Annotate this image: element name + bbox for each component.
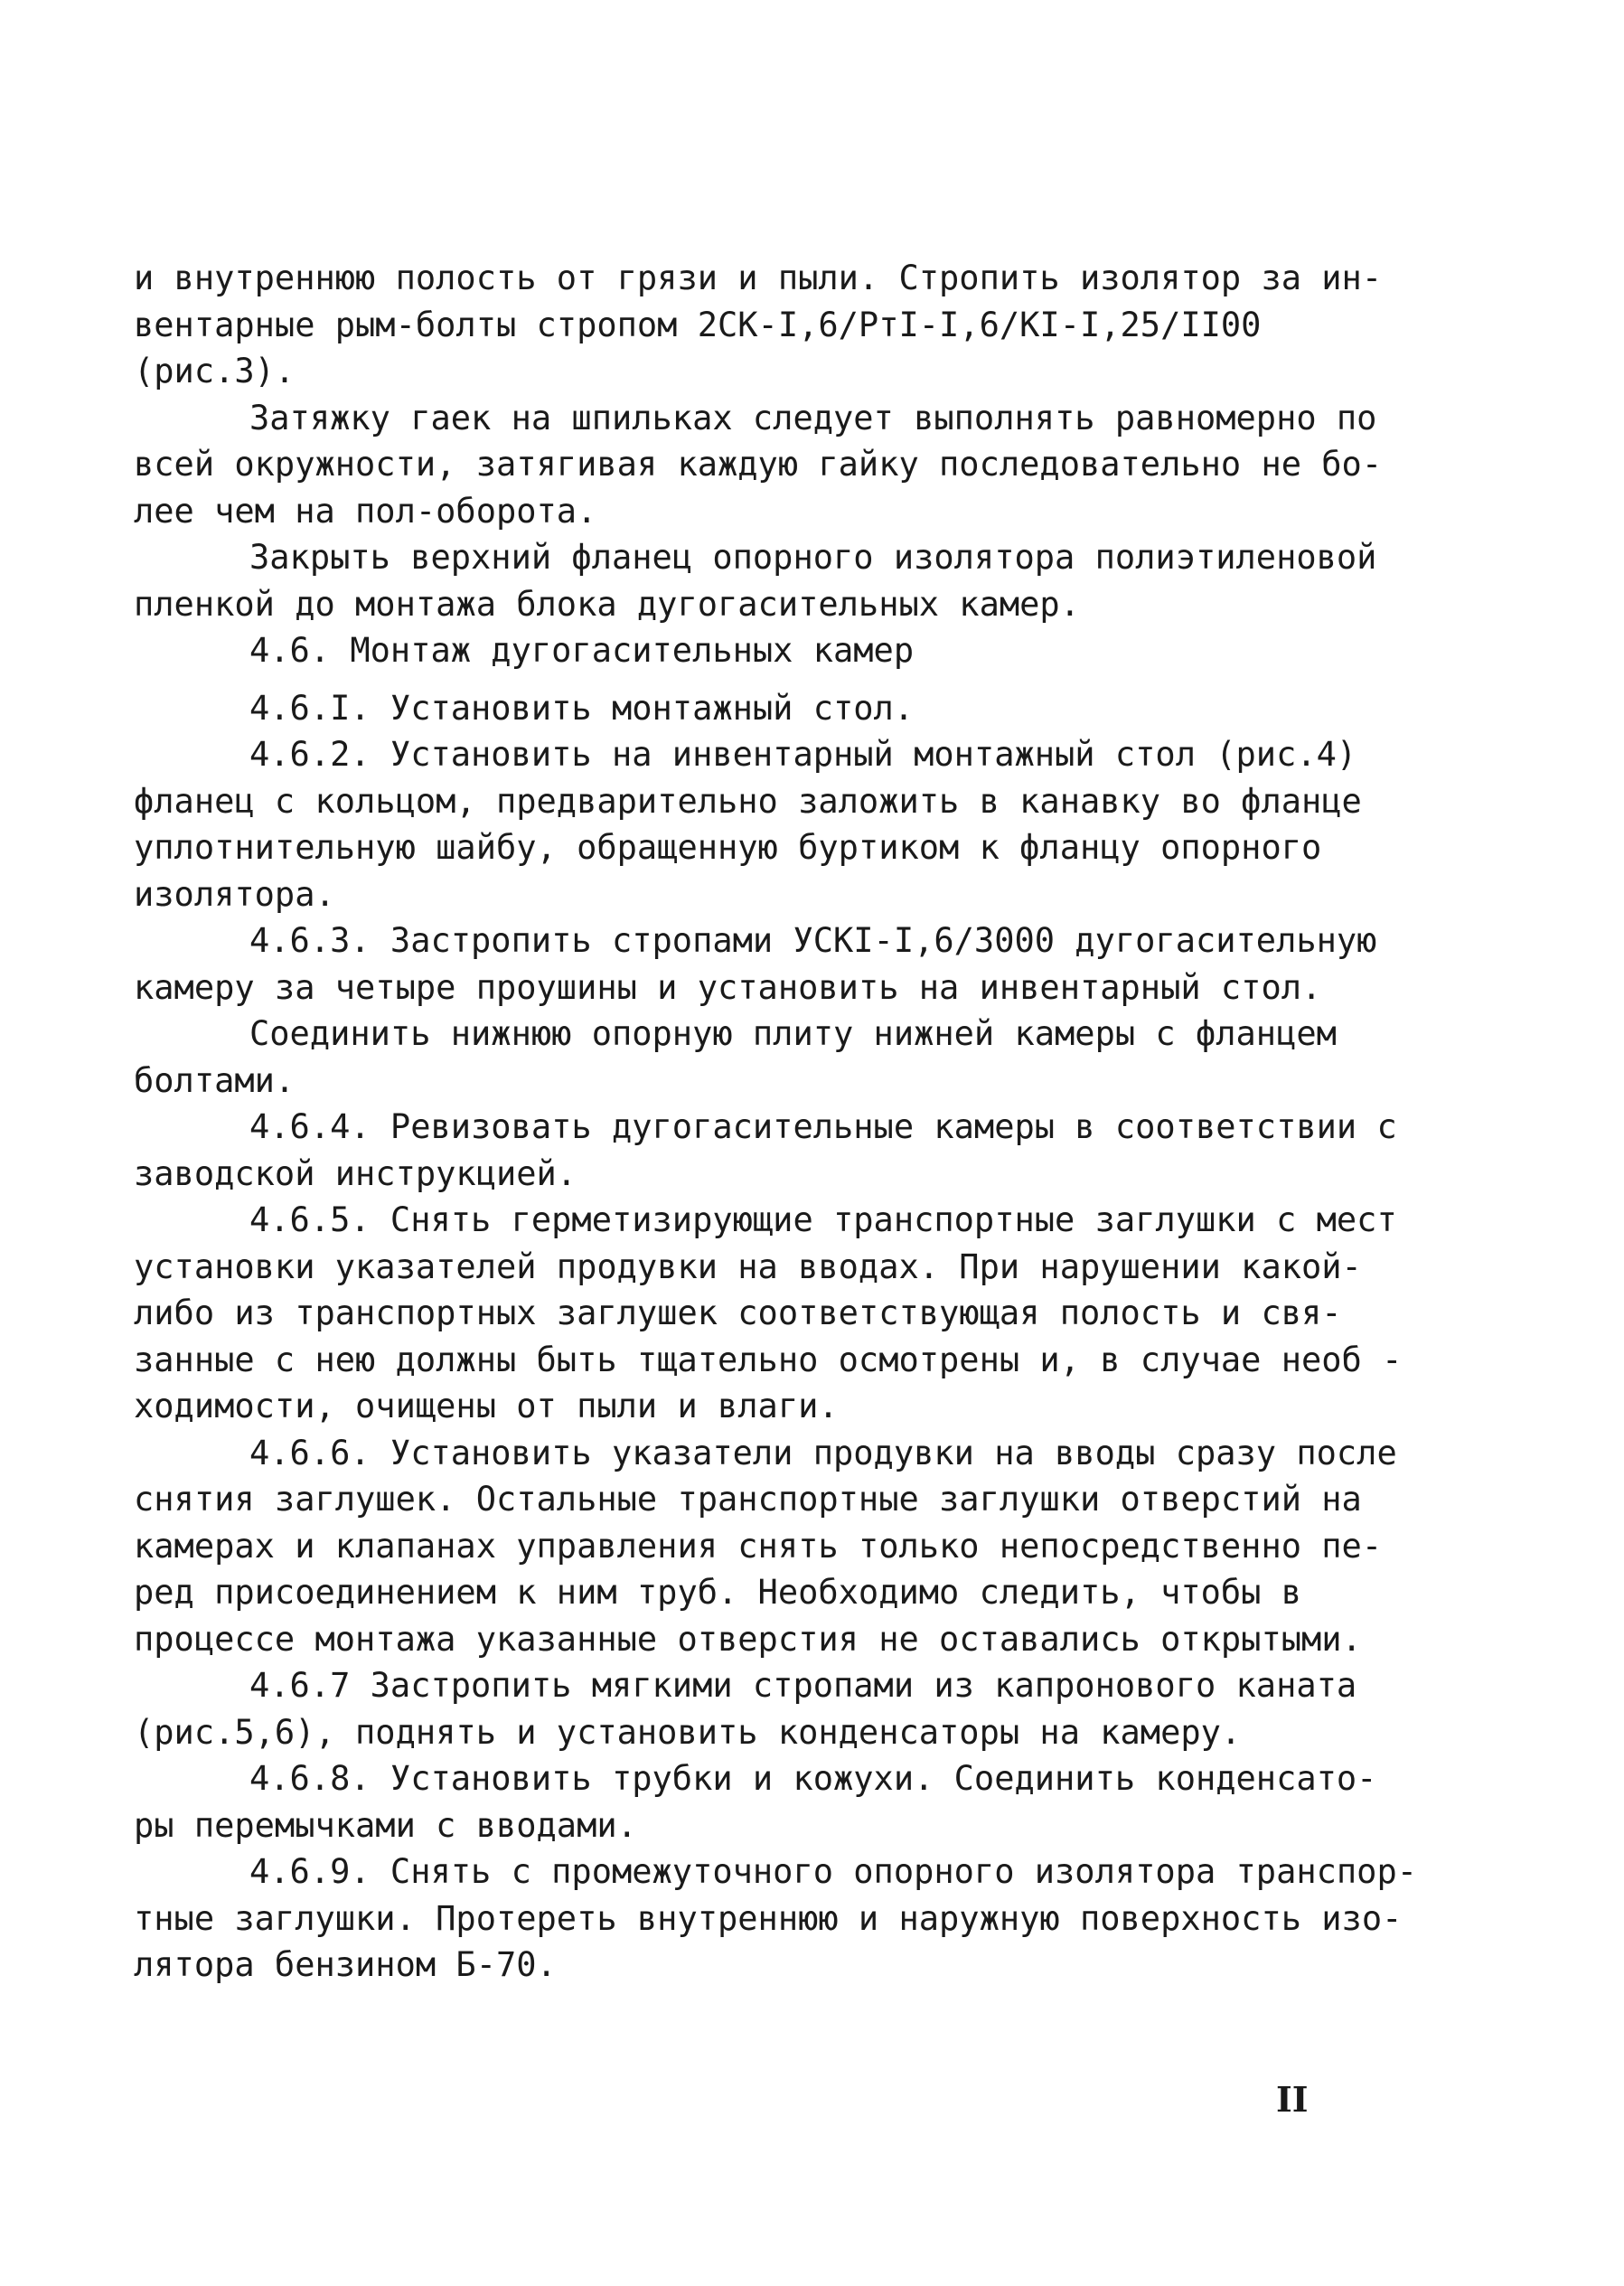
text-line: 4.6.7 Застропить мягкими стропами из капронового каната bbox=[249, 1666, 1357, 1705]
text-line: заводской инструкцией. bbox=[134, 1153, 577, 1193]
text-line: (рис.5,6), поднять и установить конденсаторы на камеру. bbox=[134, 1712, 1242, 1752]
text-line: 4.6.3. Застропить стропами УСКI-I,6/3000 дугогасительную bbox=[249, 921, 1377, 960]
body-text bbox=[134, 255, 1418, 1989]
text-line: 4.6.9. Снять с промежуточного опорного изолятора транспор- bbox=[249, 1852, 1418, 1891]
text-line: уплотнительную шайбу, обращенную буртиком к фланцу опорного bbox=[134, 828, 1322, 867]
text-line: 4.6.5. Снять герметизирующие транспортные заглушки с мест bbox=[249, 1200, 1397, 1239]
text-line: Затяжку гаек на шпильках следует выполнять равномерно по bbox=[249, 398, 1377, 437]
text-line: фланец с кольцом, предварительно заложить в канавку во фланце bbox=[134, 781, 1362, 821]
text-line: пленкой до монтажа блока дугогасительных камер. bbox=[134, 584, 1080, 624]
text-line: снятия заглушек. Остальные транспортные заглушки отверстий на bbox=[134, 1480, 1362, 1519]
text-line: 4.6.I. Установить монтажный стол. bbox=[249, 688, 915, 728]
text-line: 4.6.4. Ревизовать дугогасительные камеры в соответствии с bbox=[249, 1107, 1397, 1146]
text-line: Закрыть верхний фланец опорного изолятора полиэтиленовой bbox=[249, 538, 1377, 577]
text-line: всей окружности, затягивая каждую гайку последовательно не бо- bbox=[134, 445, 1383, 484]
page-number: II bbox=[1276, 2079, 1309, 2120]
text-line: лее чем на пол-оборота. bbox=[134, 491, 597, 531]
text-line: камеру за четыре проушины и установить на инвентарный стол. bbox=[134, 967, 1322, 1007]
text-line: болтами. bbox=[134, 1060, 296, 1100]
text-line: 4.6.2. Установить на инвентарный монтажный стол (рис.4) bbox=[249, 735, 1357, 774]
text-line: ред присоединением к ним труб. Необходимо следить, чтобы в bbox=[134, 1573, 1302, 1612]
text-line: 4.6. Монтаж дугогасительных камер bbox=[249, 631, 915, 670]
text-line: ходимости, очищены от пыли и влаги. bbox=[134, 1387, 839, 1425]
text-line: ры перемычками с вводами. bbox=[134, 1805, 637, 1845]
paragraph-gap bbox=[134, 674, 1327, 685]
text-line: занные с нею должны быть тщательно осмотрены и, в случае необ - bbox=[134, 1340, 1403, 1379]
text-line: установки указателей продувки на вводах. При нарушении какой- bbox=[134, 1246, 1362, 1286]
text-line: вентарные рым-болты стропом 2СК-I,6/РтI-I,6/КI-I,25/II00 bbox=[134, 305, 1262, 344]
text-line: тные заглушки. Протереть внутреннюю и наружную поверхность изо- bbox=[134, 1898, 1403, 1938]
text-line: и внутреннюю полость от грязи и пыли. Стропить изолятор за ин- bbox=[134, 259, 1383, 297]
text-line: процессе монтажа указанные отверстия не оставались открытыми. bbox=[134, 1619, 1362, 1659]
text-line: камерах и клапанах управления снять только непосредственно пе- bbox=[134, 1526, 1383, 1566]
text-line: 4.6.6. Установить указатели продувки на вводы сразу после bbox=[249, 1433, 1397, 1472]
text-line: изолятора. bbox=[134, 874, 335, 914]
text-line: лятора бензином Б-70. bbox=[134, 1945, 557, 1984]
text-line: либо из транспортных заглушек соответствующая полость и свя- bbox=[134, 1294, 1342, 1332]
text-line: (рис.3). bbox=[134, 352, 296, 390]
text-line: Соединить нижнюю опорную плиту нижней камеры с фланцем bbox=[249, 1014, 1337, 1053]
text-line: 4.6.8. Установить трубки и кожухи. Соединить конденсато- bbox=[249, 1759, 1377, 1798]
